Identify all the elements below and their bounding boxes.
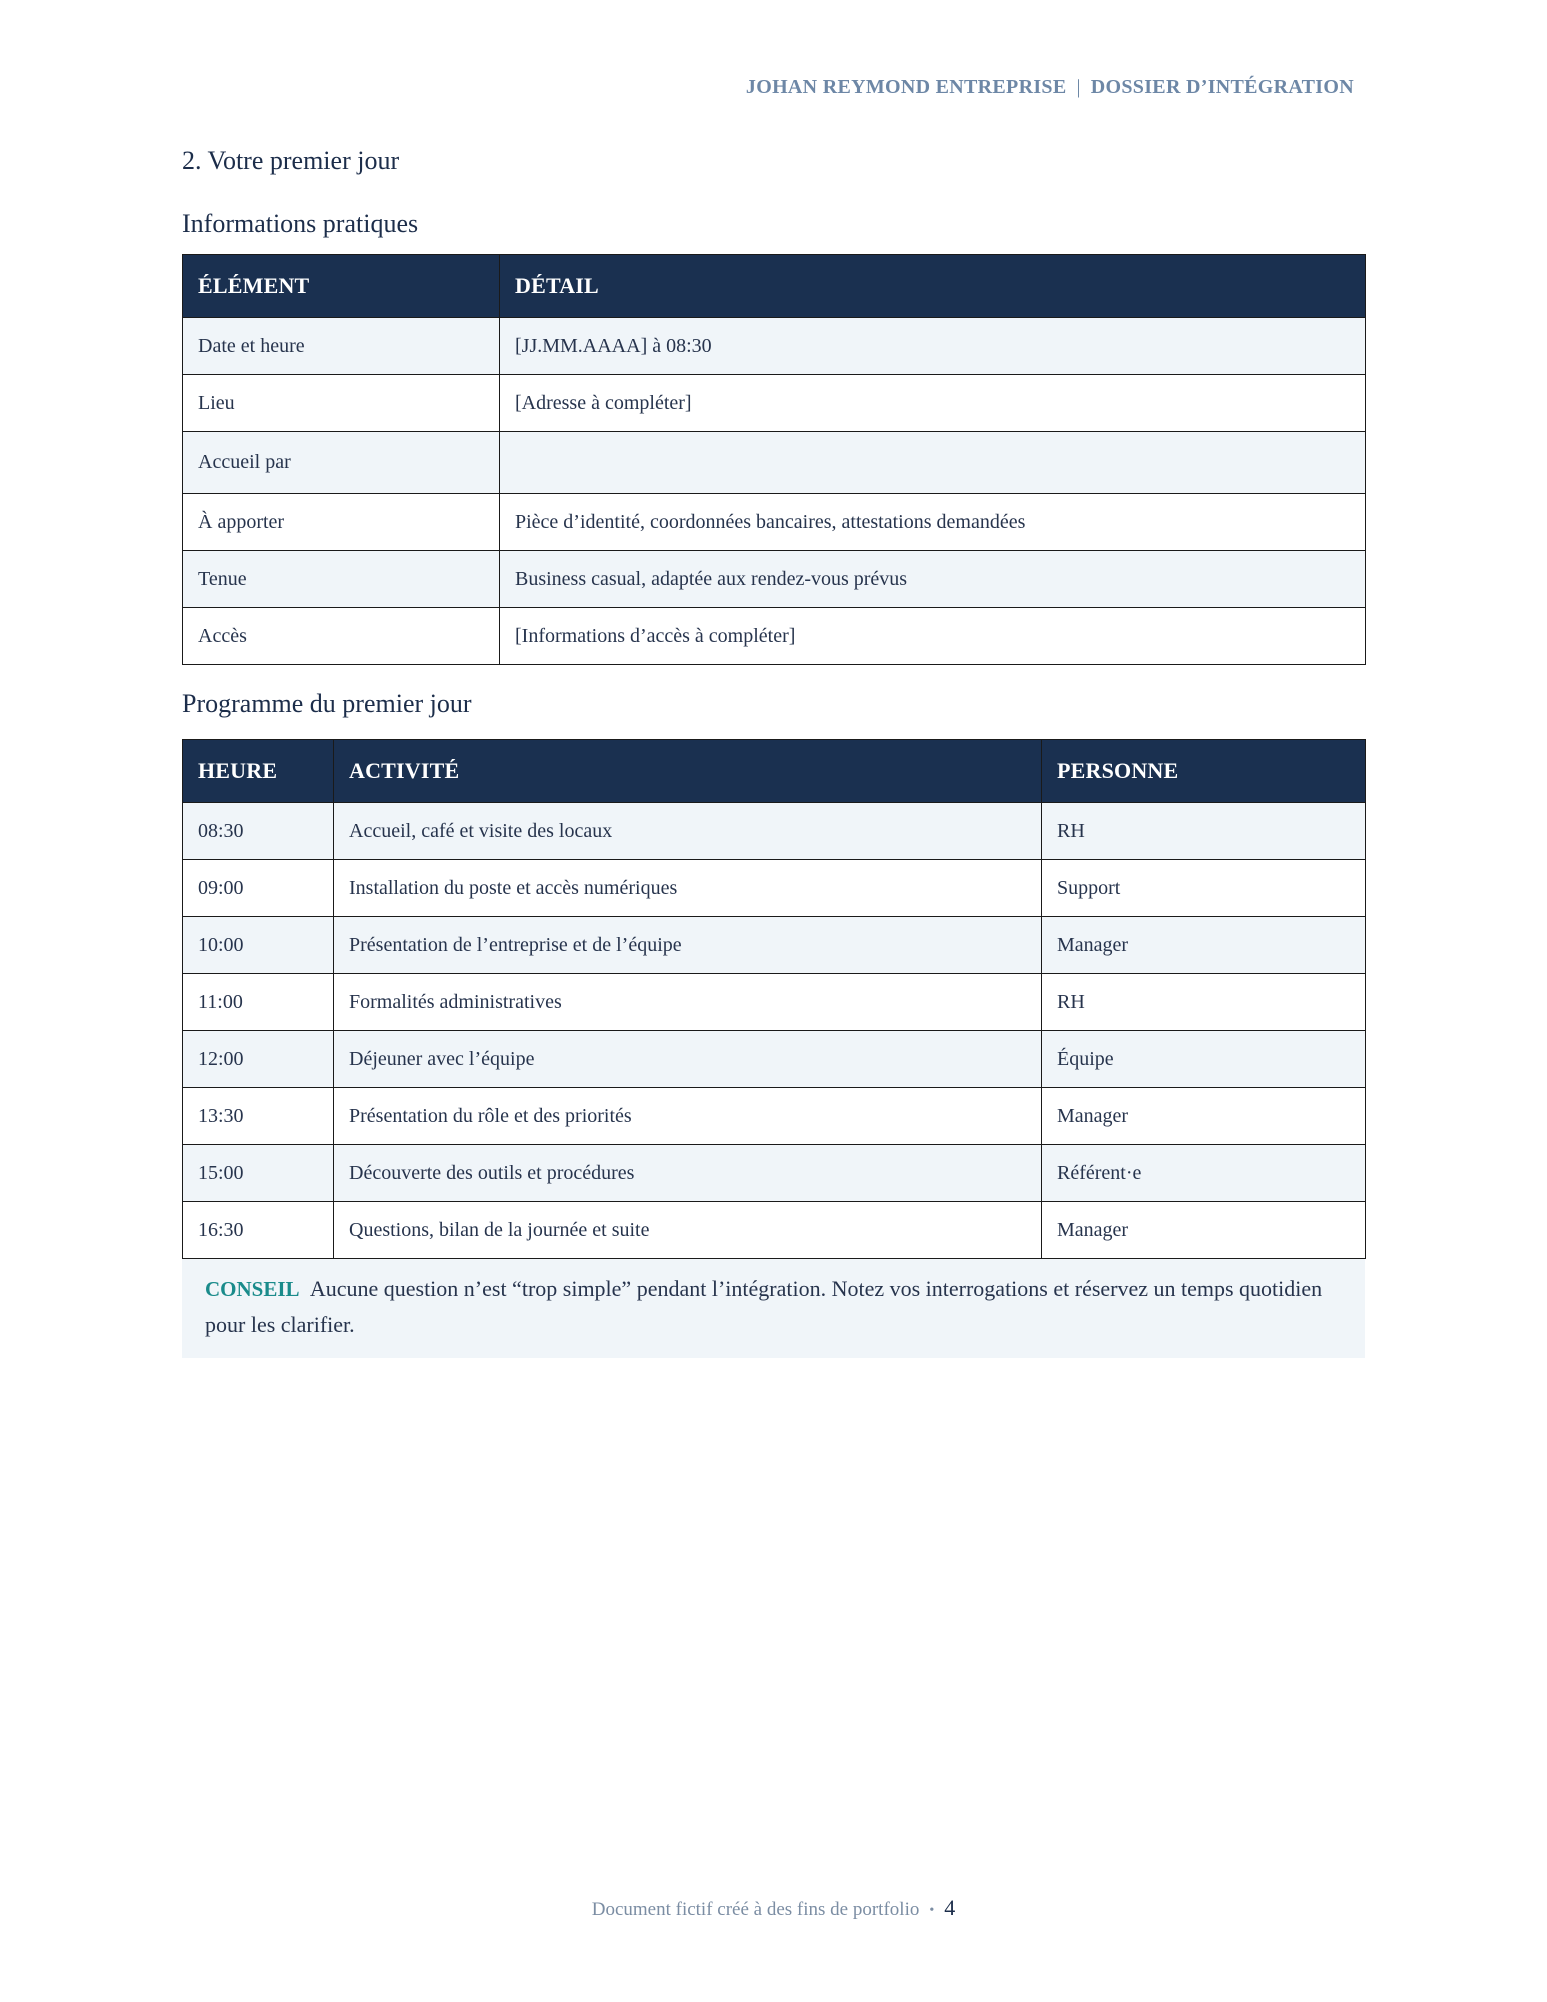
program-time: 09:00 xyxy=(183,860,334,917)
info-row-value xyxy=(500,432,1366,494)
program-table xyxy=(182,739,1366,1259)
program-activity: Accueil, café et visite des locaux xyxy=(334,803,1042,860)
header-document-title: DOSSIER D’INTÉGRATION xyxy=(1090,76,1354,98)
tip-label: CONSEIL xyxy=(205,1277,300,1301)
program-person: Référent·e xyxy=(1042,1145,1366,1202)
footer-text: Document fictif créé à des fins de portfolio xyxy=(591,1899,920,1920)
program-activity: Présentation de l’entreprise et de l’équipe xyxy=(334,917,1042,974)
table-row xyxy=(183,1088,1366,1145)
tip-box xyxy=(182,1259,1365,1358)
program-time: 11:00 xyxy=(183,974,334,1031)
program-activity: Présentation du rôle et des priorités xyxy=(334,1088,1042,1145)
program-person: Manager xyxy=(1042,1088,1366,1145)
table-row xyxy=(183,803,1366,860)
info-header-element: ÉLÉMENT xyxy=(183,255,500,318)
table-row xyxy=(183,1145,1366,1202)
table-row xyxy=(183,974,1366,1031)
header-company: JOHAN REYMOND ENTREPRISE xyxy=(745,76,1067,98)
tip-text: Aucune question n’est “trop simple” pendant l’intégration. Notez vos interrogations et réservez un temps quotidien pour les clarifier. xyxy=(205,1276,1323,1337)
table-row xyxy=(183,318,1366,375)
section-title: 2. Votre premier jour xyxy=(182,146,400,175)
program-activity: Déjeuner avec l’équipe xyxy=(334,1031,1042,1088)
table-row xyxy=(183,1031,1366,1088)
program-activity: Questions, bilan de la journée et suite xyxy=(334,1202,1042,1259)
program-table-title: Programme du premier jour xyxy=(182,689,472,718)
program-time: 16:30 xyxy=(183,1202,334,1259)
info-row-label: Accueil par xyxy=(183,432,500,494)
program-activity: Formalités administratives xyxy=(334,974,1042,1031)
program-header-person: PERSONNE xyxy=(1042,740,1366,803)
program-time: 15:00 xyxy=(183,1145,334,1202)
program-person: Équipe xyxy=(1042,1031,1366,1088)
info-table xyxy=(182,254,1366,665)
program-header-time: HEURE xyxy=(183,740,334,803)
info-row-value: Business casual, adaptée aux rendez-vous prévus xyxy=(500,551,1366,608)
info-header-detail: DÉTAIL xyxy=(500,255,1366,318)
info-row-value: [Adresse à compléter] xyxy=(500,375,1366,432)
program-person: Support xyxy=(1042,860,1366,917)
program-person: Manager xyxy=(1042,1202,1366,1259)
program-time: 13:30 xyxy=(183,1088,334,1145)
program-activity: Installation du poste et accès numériques xyxy=(334,860,1042,917)
table-row xyxy=(183,917,1366,974)
page-footer xyxy=(0,1895,1547,1921)
program-time: 10:00 xyxy=(183,917,334,974)
program-person: RH xyxy=(1042,974,1366,1031)
page-content xyxy=(182,140,1365,1358)
table-row xyxy=(183,494,1366,551)
table-row xyxy=(183,1202,1366,1259)
info-row-value: [Informations d’accès à compléter] xyxy=(500,608,1366,665)
info-row-label: Tenue xyxy=(183,551,500,608)
table-row xyxy=(183,608,1366,665)
program-person: RH xyxy=(1042,803,1366,860)
program-header-activity: ACTIVITÉ xyxy=(334,740,1042,803)
info-row-label: Accès xyxy=(183,608,500,665)
info-table-header-row xyxy=(183,255,1366,318)
info-row-value: [JJ.MM.AAAA] à 08:30 xyxy=(500,318,1366,375)
header-separator: | xyxy=(1076,76,1081,98)
page-number: 4 xyxy=(944,1895,956,1920)
table-row xyxy=(183,375,1366,432)
program-time: 08:30 xyxy=(183,803,334,860)
info-row-label: Date et heure xyxy=(183,318,500,375)
info-row-label: Lieu xyxy=(183,375,500,432)
info-row-label: À apporter xyxy=(183,494,500,551)
program-activity: Découverte des outils et procédures xyxy=(334,1145,1042,1202)
footer-bullet: • xyxy=(929,1902,935,1918)
program-time: 12:00 xyxy=(183,1031,334,1088)
page-header xyxy=(746,76,1354,99)
info-table-title: Informations pratiques xyxy=(182,209,419,238)
info-row-value: Pièce d’identité, coordonnées bancaires, attestations demandées xyxy=(500,494,1366,551)
table-row xyxy=(183,432,1366,494)
program-table-header-row xyxy=(183,740,1366,803)
table-row xyxy=(183,860,1366,917)
table-row xyxy=(183,551,1366,608)
program-person: Manager xyxy=(1042,917,1366,974)
